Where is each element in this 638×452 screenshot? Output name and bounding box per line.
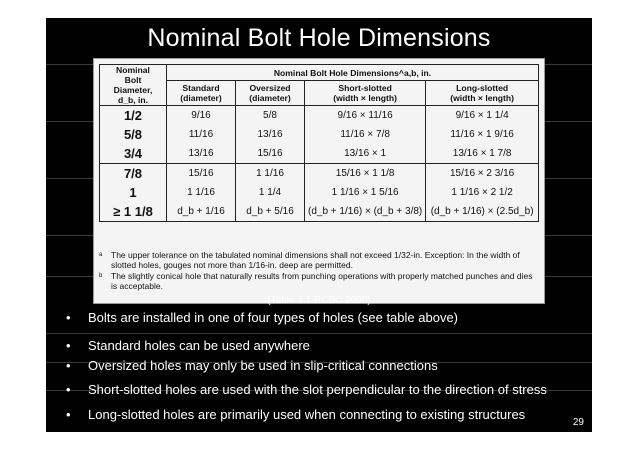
header-long-slotted: Long-slotted (width × length) — [426, 81, 539, 106]
slide — [46, 18, 592, 432]
table-cell: 15/16 × 1 1/8 1 1/16 × 1 5/16 (d_b + 1/16) × (d_b + 3/8) — [305, 164, 426, 222]
table-row-group-2 — [100, 164, 539, 222]
page-number: 29 — [572, 417, 584, 428]
bullet-item: • Long-slotted holes are primarily used when connecting to existing structures — [66, 407, 526, 422]
header-standard: Standard (diameter) — [167, 81, 236, 106]
table-cell: 9/16 × 1 1/4 11/16 × 1 9/16 13/16 × 1 7/8 — [426, 106, 539, 164]
header-bolt-diameter: Nominal Bolt Diameter, d_b, in. — [100, 65, 167, 106]
bullet-item: • Standard holes can be used anywhere — [66, 338, 310, 353]
table-note: a The upper tolerance on the tabulated nominal dimensions shall not exceed 1/32-in. Exception: In the width of slotted holes, gouges not more than 1/16-in. deep are permitted. — [99, 250, 520, 270]
table-notes — [99, 250, 539, 292]
header-short-slotted: Short-slotted (width × length) — [305, 81, 426, 106]
table-caption: (Table 3.1 RCSC 2000) — [267, 295, 371, 306]
slide-title: Nominal Bolt Hole Dimensions — [147, 24, 491, 52]
table-image — [93, 58, 545, 304]
divider-line — [46, 333, 592, 334]
bullet-item: • Short-slotted holes are used with the slot perpendicular to the direction of stress — [66, 382, 547, 397]
table-cell: 9/16 11/16 13/16 — [167, 106, 236, 164]
table-cell: 15/16 × 2 3/16 1 1/16 × 2 1/2 (d_b + 1/16) × (2.5d_b) — [426, 164, 539, 222]
table-cell: 7/8 1 ≥ 1 1/8 — [100, 164, 167, 222]
table-cell: 15/16 1 1/16 d_b + 1/16 — [167, 164, 236, 222]
bullet-item: • Bolts are installed in one of four types of holes (see table above) — [66, 310, 458, 325]
table-note: b The slightly conical hole that naturally results from punching operations with properly matched punches and dies is acceptable. — [99, 271, 533, 291]
bolt-hole-table — [99, 64, 539, 222]
table-cell: 1 1/16 1 1/4 d_b + 5/16 — [236, 164, 305, 222]
table-row-group-1 — [100, 106, 539, 164]
header-oversized: Oversized (diameter) — [236, 81, 305, 106]
bullet-item: • Oversized holes may only be used in slip-critical connections — [66, 358, 438, 373]
table-cell: 9/16 × 11/16 11/16 × 7/8 13/16 × 1 — [305, 106, 426, 164]
table-cell: 1/2 5/8 3/4 — [100, 106, 167, 164]
header-group: Nominal Bolt Hole Dimensions^a,b, in. — [167, 65, 539, 81]
table-cell: 5/8 13/16 15/16 — [236, 106, 305, 164]
